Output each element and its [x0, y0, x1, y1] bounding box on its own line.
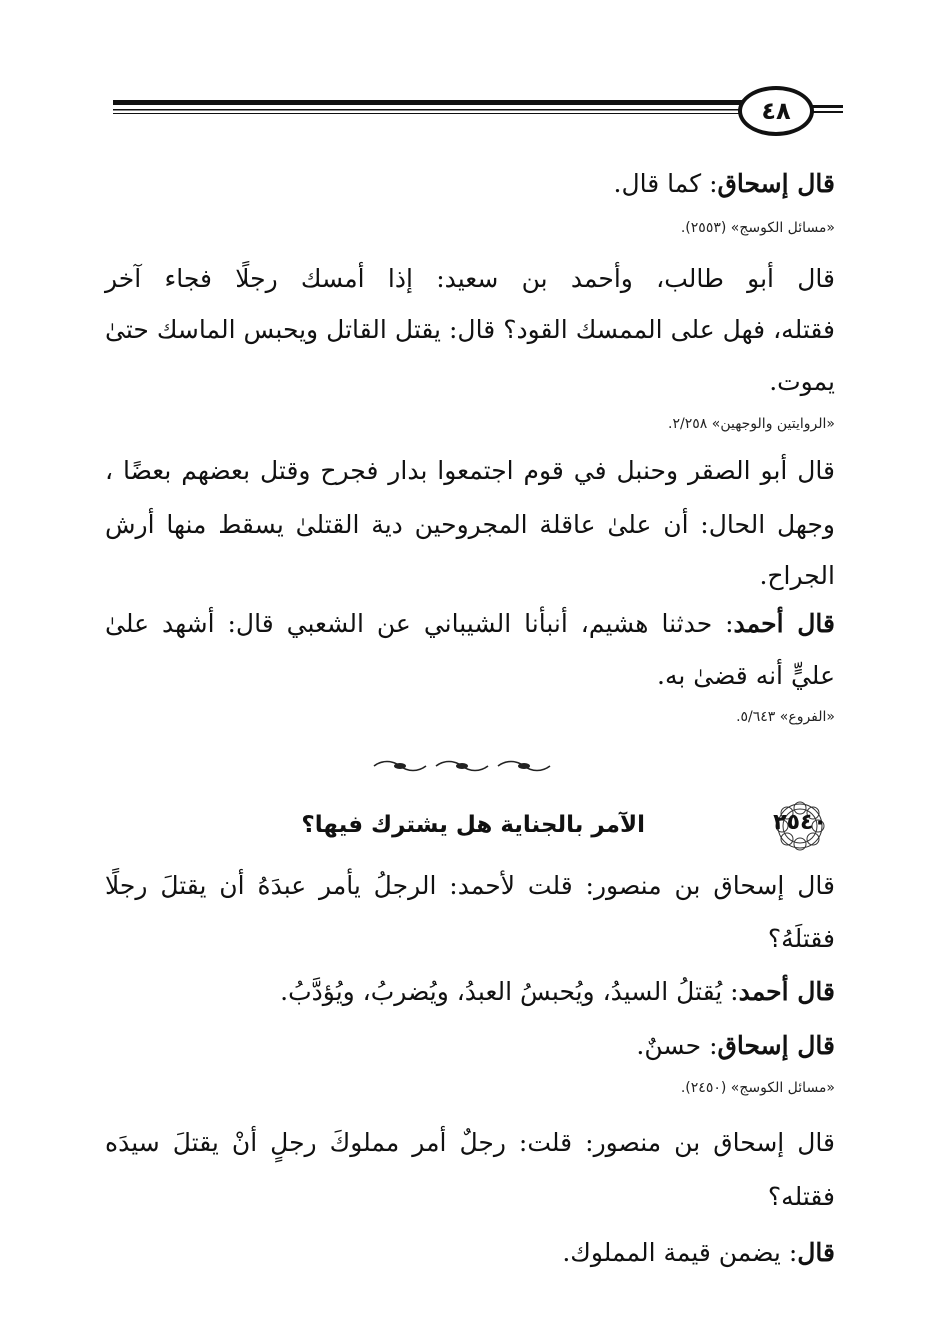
text-line: قال إسحاق بن منصور: قلت لأحمد: الرجلُ يأمر عبدَهُ أن يقتلَ رجلًا [105, 871, 835, 900]
line-text: : حسنٌ. [636, 1031, 718, 1060]
text-line: قال إسحاق بن منصور: قلت: رجلٌ أمر مملوكَ رجلٍ أنْ يقتلَ سيدَه [105, 1128, 835, 1157]
text-line: عليٍّ أنه قضىٰ به. [657, 661, 835, 690]
line-text: : حدثنا هشيم، أنبأنا الشيباني عن الشعبي قال: أشهد علىٰ [105, 609, 734, 638]
page-number: ٤٨ [761, 97, 791, 125]
speaker-label: قال أحمد [738, 977, 835, 1006]
ornament-divider [370, 758, 560, 774]
text-line [614, 166, 835, 202]
speaker-label: قال إسحاق [717, 1031, 835, 1060]
text-line: يموت. [769, 367, 835, 396]
source-citation: «الروايتين والوجهين» ٢/٢٥٨. [668, 416, 835, 432]
line-text: : يضمن قيمة المملوك. [562, 1238, 798, 1267]
text-line: فقتلَهُ؟ [767, 924, 835, 953]
section-title: الآمر بالجناية هل يشترك فيها؟ [301, 812, 645, 838]
line-text: : كما قال. [613, 169, 718, 198]
page-number-badge [738, 86, 814, 136]
source-citation: «مسائل الكوسج» (٢٤٥٠). [680, 1080, 835, 1096]
speaker-label: قال إسحاق [717, 169, 835, 198]
section-number-badge [758, 800, 842, 852]
text-line [562, 1235, 835, 1271]
source-citation: «مسائل الكوسج» (٢٥٥٣). [680, 220, 835, 236]
section-number: ٢٥٤٠ [773, 810, 827, 835]
text-line: قال أبو طالب، وأحمد بن سعيد: إذا أمسك رجلًا فجاء آخر [105, 264, 835, 293]
line-text: : يُقتلُ السيدُ، ويُحبسُ العبدُ، ويُضربُ، ويُؤدَّبُ. [280, 977, 739, 1006]
text-line: فقتله، فهل على الممسك القود؟ قال: يقتل القاتل ويحبس الماسك حتىٰ [105, 315, 835, 344]
text-line [636, 1028, 835, 1064]
source-citation: «الفروع» ٥/٦٤٣. [736, 709, 835, 725]
text-line [105, 606, 835, 642]
text-line: قال أبو الصقر وحنبل في قوم اجتمعوا بدار فجرح وقتل بعضهم بعضًا ، [105, 456, 835, 485]
text-line: الجراح. [759, 561, 835, 590]
text-line: فقتله؟ [767, 1182, 835, 1211]
speaker-label: قال أحمد [733, 609, 835, 638]
text-line: وجهل الحال: أن علىٰ عاقلة المجروحين دية القتلىٰ يسقط منها أرش [105, 510, 835, 539]
header-rule [113, 97, 843, 121]
text-line [280, 974, 835, 1010]
speaker-label: قال [797, 1238, 835, 1267]
